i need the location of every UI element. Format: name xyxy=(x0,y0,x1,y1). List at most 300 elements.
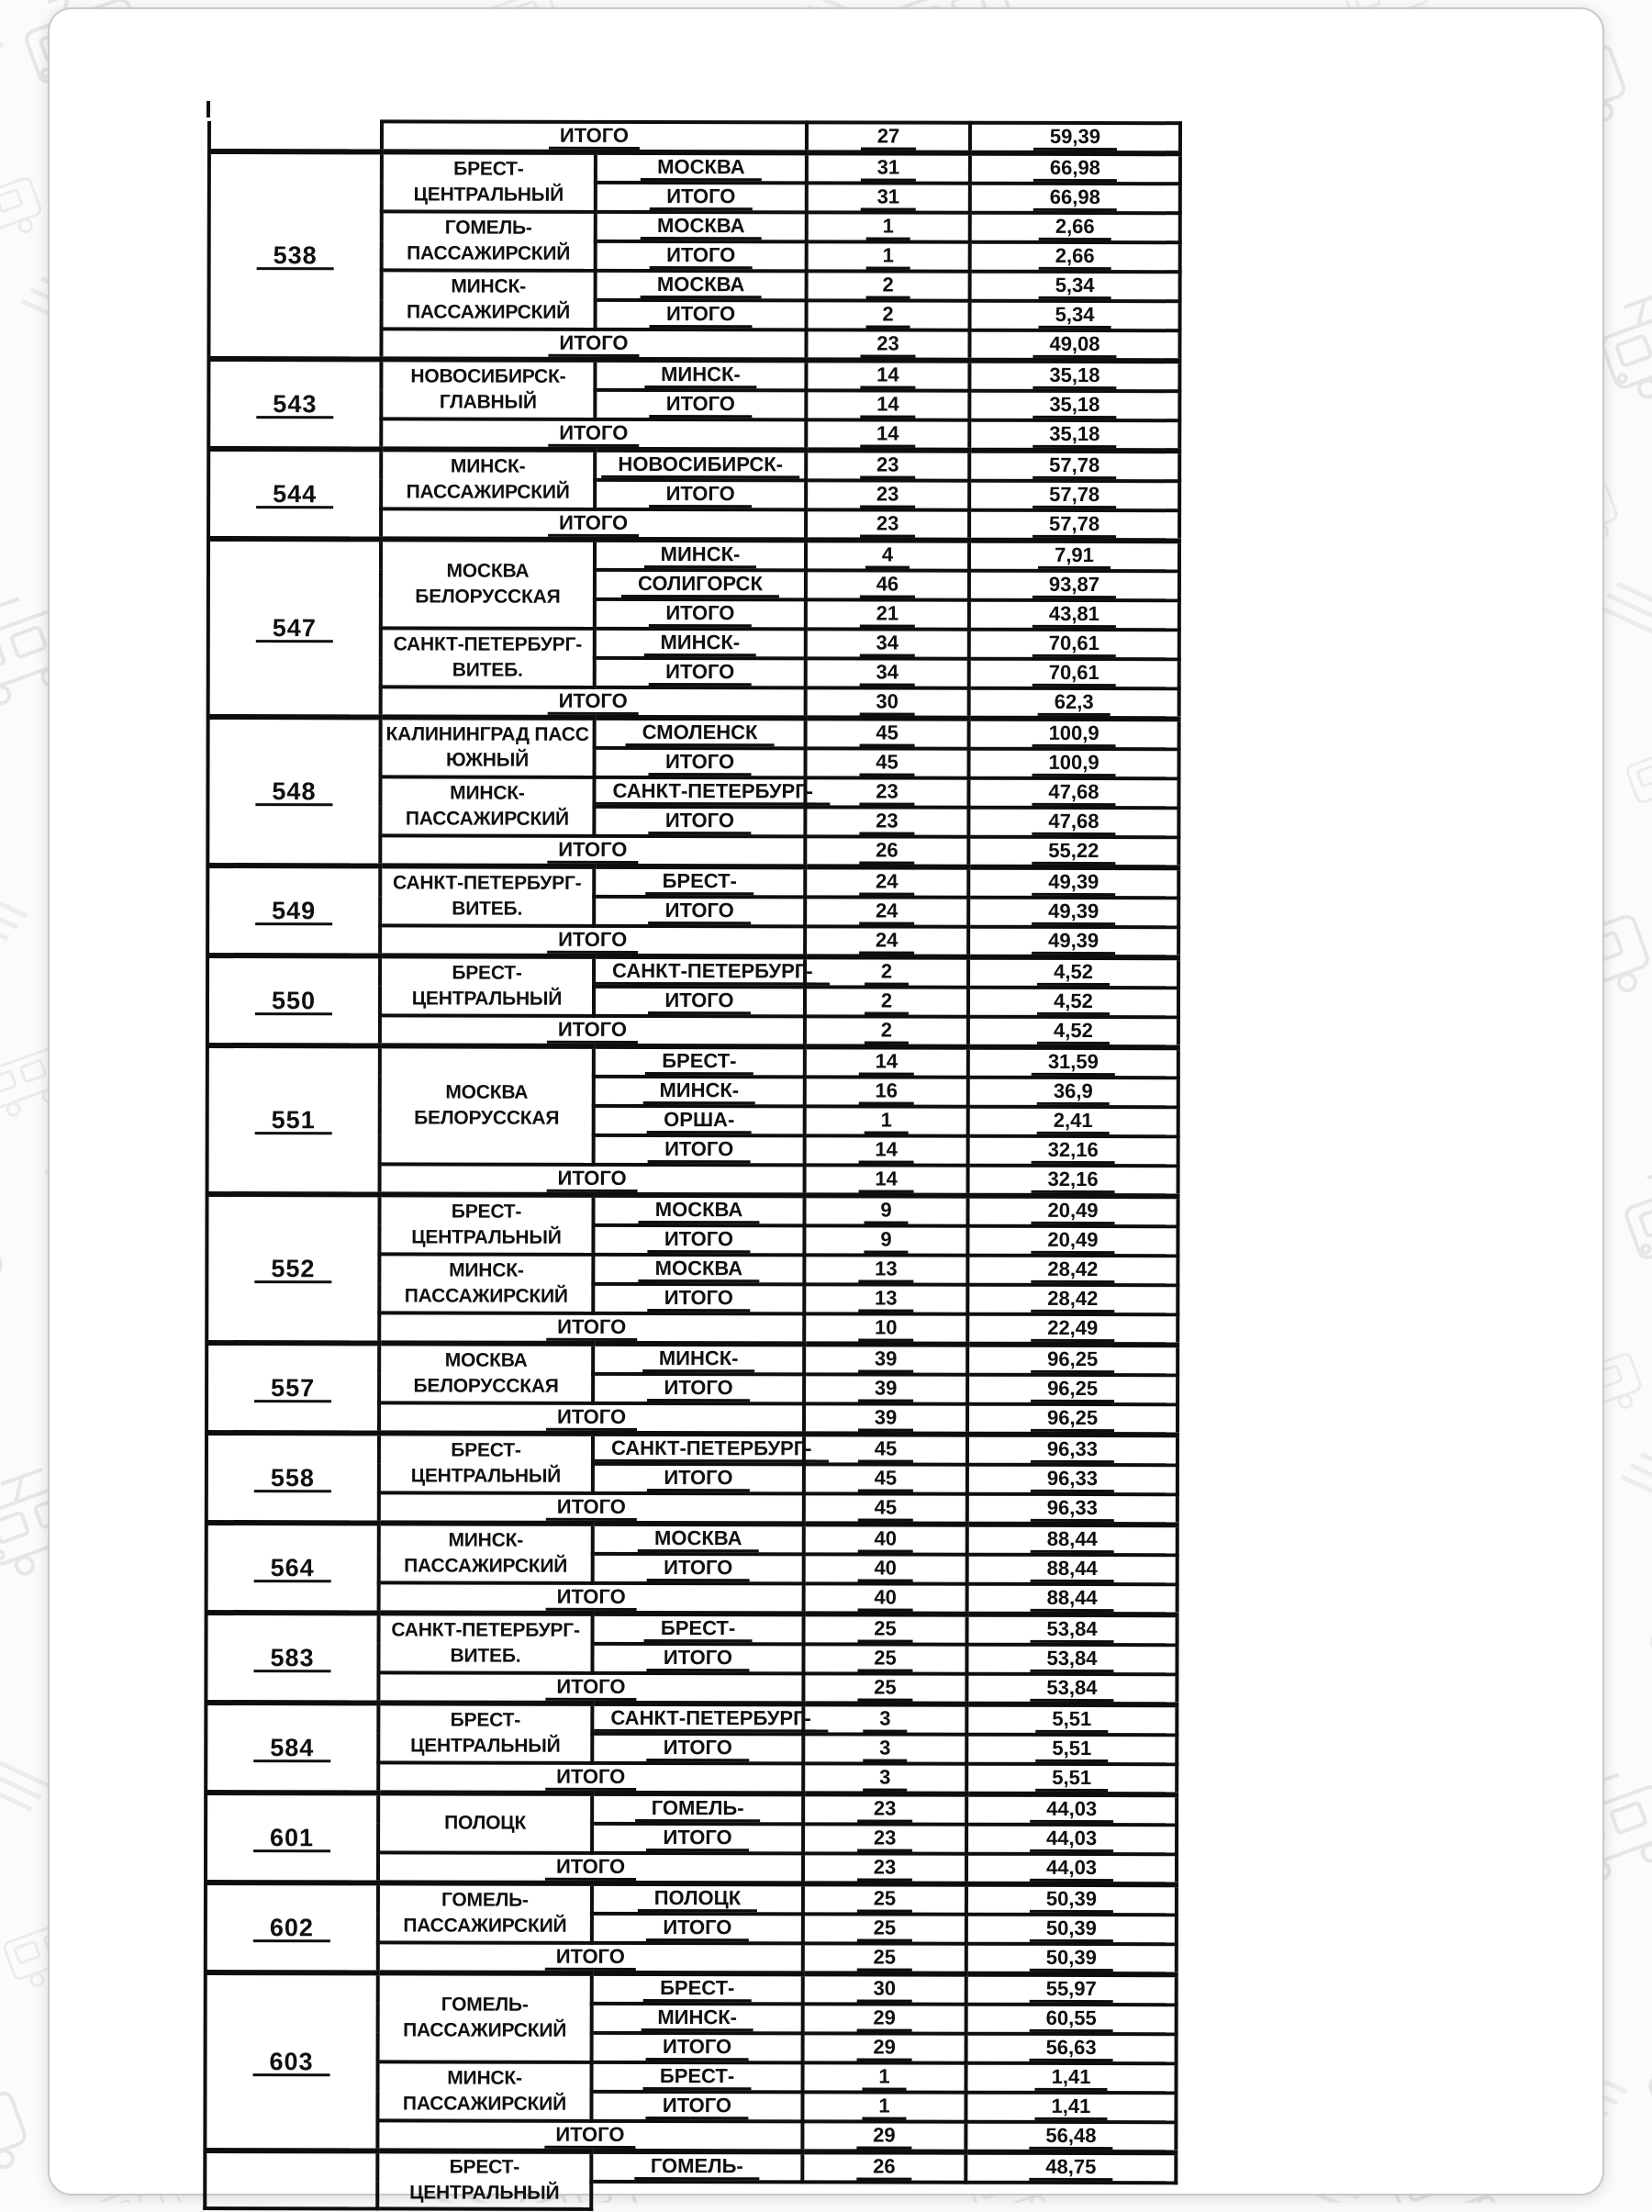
percent-cell-text: 5,51 xyxy=(1035,1708,1108,1733)
train-number-cell-text: 603 xyxy=(253,2051,330,2076)
station-cell xyxy=(379,1523,593,1582)
table-left-border-tick xyxy=(206,101,210,117)
count-cell-text: 3 xyxy=(863,1766,907,1791)
destination-cell xyxy=(592,1914,803,1943)
percent-cell-text: 4,52 xyxy=(1037,1020,1110,1045)
percent-cell xyxy=(966,1704,1177,1735)
percent-cell-text: 2,66 xyxy=(1039,216,1111,240)
table-row xyxy=(206,1613,1178,1645)
section-total-cell-text: ИТОГО xyxy=(546,1406,637,1431)
count-cell xyxy=(805,987,968,1016)
percent-cell-text: 93,87 xyxy=(1032,574,1116,598)
count-cell-text: 2 xyxy=(865,1020,909,1045)
section-total-cell xyxy=(380,1015,805,1046)
section-total-cell xyxy=(379,1492,804,1524)
count-cell xyxy=(803,1914,966,1943)
percent-cell-text: 62,3 xyxy=(1038,691,1111,716)
percent-cell xyxy=(969,571,1179,600)
count-cell xyxy=(807,300,970,330)
count-cell xyxy=(806,330,969,360)
section-total-cell-text: ИТОГО xyxy=(547,839,638,864)
percent-cell-text: 50,39 xyxy=(1030,1947,1113,1972)
section-total-cell-text: ИТОГО xyxy=(549,125,640,150)
section-total-cell xyxy=(379,1402,804,1434)
destination-cell-text: ИТОГО xyxy=(649,661,751,686)
station-name-line: ГОМЕЛЬ- xyxy=(444,217,532,239)
station-name-line: МОСКВА БЕЛОРУССКАЯ xyxy=(414,1081,560,1129)
percent-cell xyxy=(970,272,1180,301)
percent-cell xyxy=(966,2152,1176,2183)
percent-cell xyxy=(968,1107,1178,1136)
destination-cell-text: ИТОГО xyxy=(646,1916,748,1941)
table-row xyxy=(207,955,1178,988)
train-number-cell xyxy=(207,866,380,955)
count-cell xyxy=(804,1524,967,1554)
count-cell-text: 25 xyxy=(857,1916,913,1941)
destination-cell xyxy=(595,450,806,480)
count-cell xyxy=(807,183,970,212)
train-number-cell-text: 564 xyxy=(254,1558,331,1582)
count-cell-text: 27 xyxy=(861,125,917,150)
count-cell-text: 24 xyxy=(859,899,915,924)
percent-cell-text: 56,48 xyxy=(1029,2125,1112,2150)
count-cell-text: 45 xyxy=(858,1496,914,1521)
destination-cell-text: МИНСК- xyxy=(642,1347,755,1372)
station-cell xyxy=(378,1613,592,1672)
percent-cell xyxy=(966,1974,1177,2005)
station-cell xyxy=(382,211,596,270)
count-cell xyxy=(805,1016,968,1046)
station-name-line: ПАССАЖИРСКИЙ xyxy=(404,1285,568,1307)
train-number-cell-text: 547 xyxy=(256,618,333,642)
percent-cell-text: 59,39 xyxy=(1033,126,1117,151)
percent-cell xyxy=(968,988,1178,1017)
destination-cell xyxy=(596,271,807,300)
section-total-cell-text: ИТОГО xyxy=(548,512,639,537)
destination-cell xyxy=(594,777,814,807)
destination-cell-text: БРЕСТ- xyxy=(644,1617,752,1642)
destination-cell-text: СОЛИГОРСК xyxy=(621,573,779,598)
station-cell xyxy=(380,866,594,925)
count-cell xyxy=(803,2033,966,2062)
destination-cell-text: МИНСК- xyxy=(644,363,757,388)
station-name-line: ВИТЕБ. xyxy=(450,1645,521,1667)
section-total-cell-text: ИТОГО xyxy=(545,1766,636,1791)
destination-cell xyxy=(592,2033,803,2062)
destination-cell xyxy=(594,1077,805,1106)
percent-cell xyxy=(966,1674,1177,1704)
destination-cell xyxy=(596,183,807,212)
percent-cell-text: 22,49 xyxy=(1031,1317,1114,1342)
destination-cell-text: ИТОГО xyxy=(649,810,751,834)
train-number-cell-text: 543 xyxy=(256,394,333,419)
destination-cell-text: МИНСК- xyxy=(642,1079,755,1104)
destination-cell xyxy=(594,987,805,1016)
train-number-cell xyxy=(208,359,381,449)
count-cell-text: 14 xyxy=(860,393,916,418)
count-cell-text: 30 xyxy=(859,690,915,715)
percent-cell-text: 44,03 xyxy=(1030,1827,1113,1852)
station-name-line: САНКТ-ПЕТЕРБУРГ- xyxy=(391,1619,580,1641)
section-total-cell-text: ИТОГО xyxy=(547,1167,638,1192)
count-cell-text: 14 xyxy=(860,363,916,388)
count-cell xyxy=(803,1793,966,1824)
section-total-cell-text: ИТОГО xyxy=(547,929,638,954)
count-cell xyxy=(805,1077,968,1106)
destination-cell xyxy=(593,1225,804,1255)
percent-cell xyxy=(967,1314,1178,1345)
percent-cell-text: 100,9 xyxy=(1032,722,1116,747)
count-cell xyxy=(805,897,968,926)
percent-cell-text: 49,39 xyxy=(1032,900,1115,925)
percent-cell-text: 7,91 xyxy=(1038,544,1111,569)
percent-cell-text: 32,16 xyxy=(1032,1168,1115,1193)
count-cell-text: 40 xyxy=(857,1527,913,1552)
count-cell xyxy=(803,1973,966,2004)
train-number-cell xyxy=(208,151,381,359)
station-name-line: БРЕСТ-ЦЕНТРАЛЬНЫЙ xyxy=(413,158,564,206)
train-number-cell-text: 602 xyxy=(253,1917,330,1942)
section-total-cell xyxy=(379,1582,804,1614)
destination-cell xyxy=(591,2151,802,2182)
station-name-line: БРЕСТ-ЦЕНТРАЛЬНЫЙ xyxy=(411,962,563,1010)
percent-cell-text: 31,59 xyxy=(1032,1051,1115,1076)
count-cell-text: 29 xyxy=(856,2124,912,2149)
table-row xyxy=(209,151,1180,184)
percent-cell xyxy=(967,1614,1178,1645)
destination-cell-text: МИНСК- xyxy=(643,631,756,656)
count-cell xyxy=(804,1225,967,1255)
count-cell-text: 23 xyxy=(857,1827,913,1851)
train-number-cell-text: 584 xyxy=(253,1737,330,1762)
percent-cell xyxy=(968,927,1178,957)
destination-cell-text: ИТОГО xyxy=(649,751,751,776)
destination-cell xyxy=(595,480,806,509)
destination-cell xyxy=(592,1644,803,1673)
count-cell-text: 45 xyxy=(858,1467,914,1491)
count-cell xyxy=(806,480,969,509)
count-cell xyxy=(802,2182,966,2209)
count-cell-text: 34 xyxy=(859,661,915,686)
station-name-line: БРЕСТ-ЦЕНТРАЛЬНЫЙ xyxy=(411,1201,562,1248)
count-cell-text: 23 xyxy=(859,780,915,805)
count-cell-text: 23 xyxy=(860,453,916,478)
count-cell xyxy=(807,212,970,241)
count-cell xyxy=(803,1853,966,1883)
count-cell-text: 2 xyxy=(865,990,909,1015)
count-cell xyxy=(806,629,969,658)
count-cell xyxy=(804,1614,967,1644)
station-name-line: БРЕСТ-ЦЕНТРАЛЬНЫЙ xyxy=(409,2156,560,2204)
section-total-cell xyxy=(377,2120,802,2151)
station-name-line: КАЛИНИНГРАД ПАСС xyxy=(385,723,589,745)
train-number-cell-text: 549 xyxy=(255,900,332,925)
destination-cell-text: ИТОГО xyxy=(648,1287,750,1312)
station-name-line: ПАССАЖИРСКИЙ xyxy=(402,2093,567,2115)
percent-cell xyxy=(968,867,1178,898)
percent-cell xyxy=(967,1375,1178,1404)
percent-cell-text: 4,52 xyxy=(1037,990,1110,1015)
train-number-cell xyxy=(206,1523,379,1613)
count-cell-text: 39 xyxy=(858,1347,914,1372)
table-row xyxy=(209,121,1180,153)
percent-cell-text: 2,41 xyxy=(1037,1110,1110,1134)
count-cell-text: 16 xyxy=(859,1079,915,1104)
percent-cell xyxy=(968,778,1178,808)
percent-cell xyxy=(970,153,1180,184)
percent-cell-text: 44,03 xyxy=(1030,1857,1113,1882)
percent-cell-text: 70,61 xyxy=(1032,632,1116,657)
count-cell-text: 23 xyxy=(857,1797,913,1822)
percent-cell xyxy=(966,1825,1177,1854)
train-number-cell xyxy=(206,1882,378,1972)
table-row xyxy=(208,359,1179,391)
station-name-line: МИНСК- xyxy=(447,2067,522,2089)
count-cell-text: 39 xyxy=(858,1406,914,1431)
station-cell xyxy=(380,955,594,1015)
section-total-cell xyxy=(381,329,806,360)
count-cell xyxy=(806,658,969,687)
section-total-cell xyxy=(381,687,806,718)
percent-cell xyxy=(969,659,1179,688)
percent-cell xyxy=(970,123,1180,153)
train-number-cell-text: 544 xyxy=(256,484,333,508)
percent-cell xyxy=(969,330,1179,361)
percent-cell xyxy=(966,2005,1177,2034)
percent-cell xyxy=(969,391,1179,420)
count-cell-text: 31 xyxy=(861,185,917,210)
count-cell xyxy=(805,807,968,836)
destination-cell xyxy=(593,1195,804,1225)
percent-cell-text: 36,9 xyxy=(1037,1080,1110,1105)
percent-cell-text: 53,84 xyxy=(1031,1618,1114,1643)
percent-cell xyxy=(966,1794,1177,1825)
percent-cell-text: 5,51 xyxy=(1035,1767,1108,1792)
destination-cell xyxy=(595,629,806,658)
count-cell xyxy=(805,1106,968,1135)
station-name-line: ГОМЕЛЬ- xyxy=(441,1889,529,1911)
train-number-cell-text: 538 xyxy=(257,245,334,270)
percent-cell xyxy=(969,510,1179,541)
count-cell-text: 25 xyxy=(857,1617,913,1642)
percent-cell-text: 57,78 xyxy=(1032,484,1116,508)
destination-cell xyxy=(593,1374,804,1403)
station-name-line: ПАССАЖИРСКИЙ xyxy=(407,301,571,323)
count-cell xyxy=(806,599,969,629)
destination-cell xyxy=(593,1524,804,1554)
percent-cell xyxy=(969,361,1179,391)
percent-cell xyxy=(967,1226,1178,1256)
percent-cell-text: 5,34 xyxy=(1039,274,1111,299)
destination-cell xyxy=(594,807,805,836)
section-total-cell xyxy=(378,1762,803,1793)
train-number-cell-text: 558 xyxy=(254,1468,331,1492)
destination-cell xyxy=(594,1046,805,1077)
percent-cell xyxy=(968,837,1178,867)
destination-cell xyxy=(592,1704,811,1734)
train-number-cell xyxy=(209,121,382,151)
count-cell-text: 45 xyxy=(859,751,915,776)
section-total-cell xyxy=(378,1672,803,1704)
station-cell xyxy=(382,270,596,329)
table-row xyxy=(206,1793,1177,1825)
count-cell-text: 45 xyxy=(859,721,915,746)
percent-cell xyxy=(966,2063,1177,2093)
percent-cell-text: 96,25 xyxy=(1031,1378,1114,1402)
train-number-cell xyxy=(207,1045,380,1194)
percent-cell-text: 49,08 xyxy=(1032,333,1116,358)
destination-cell-text: МОСКВА xyxy=(639,1199,759,1223)
station-cell xyxy=(382,151,596,211)
count-cell xyxy=(803,1734,966,1763)
station-name-line: НОВОСИБИРСК- xyxy=(410,365,566,387)
destination-cell-text: ИТОГО xyxy=(647,1647,749,1671)
train-number-cell xyxy=(206,1433,379,1523)
count-cell xyxy=(803,1824,966,1853)
destination-cell xyxy=(594,1135,805,1165)
percent-cell-text: 66,98 xyxy=(1033,157,1117,182)
destination-cell-text: САНКТ-ПЕТЕРБУРГ- xyxy=(594,1707,828,1733)
count-cell-text: 1 xyxy=(866,216,910,240)
section-total-cell-text: ИТОГО xyxy=(548,332,639,357)
percent-cell xyxy=(970,213,1180,242)
station-name-line: МИНСК- xyxy=(451,275,526,297)
station-name-line: ЮЖНЫЙ xyxy=(446,749,530,771)
percent-cell xyxy=(966,1764,1177,1794)
percent-cell-text: 44,03 xyxy=(1030,1798,1113,1823)
percent-cell-text: 1,41 xyxy=(1035,2066,1108,2091)
destination-cell xyxy=(593,1464,804,1493)
station-name-line: ВИТЕБ. xyxy=(452,659,523,681)
percent-cell-text: 88,44 xyxy=(1031,1528,1114,1553)
percent-cell-text: 55,97 xyxy=(1030,1978,1113,2003)
count-cell xyxy=(804,1284,967,1313)
station-cell xyxy=(377,2151,591,2208)
destination-cell-text: ИТОГО xyxy=(650,303,752,328)
count-cell-text: 30 xyxy=(856,1977,912,2002)
destination-cell-text: БРЕСТ- xyxy=(643,1977,751,2002)
destination-cell xyxy=(593,1344,804,1374)
percent-cell xyxy=(966,1944,1177,1974)
destination-cell xyxy=(593,1554,804,1583)
count-cell xyxy=(802,2092,966,2121)
destination-cell-text: МИНСК- xyxy=(641,2006,753,2031)
station-cell xyxy=(379,1194,593,1254)
destination-cell xyxy=(596,152,807,183)
count-cell-text: 26 xyxy=(856,2155,912,2180)
count-cell-text: 39 xyxy=(858,1377,914,1402)
percent-cell xyxy=(967,1345,1178,1375)
section-total-cell-text: ИТОГО xyxy=(545,1946,636,1971)
destination-cell xyxy=(595,599,806,629)
count-cell-text: 14 xyxy=(858,1138,914,1163)
destination-cell xyxy=(595,540,806,570)
count-cell-text: 23 xyxy=(860,512,916,537)
percent-cell xyxy=(966,2093,1176,2122)
percent-cell xyxy=(969,481,1179,510)
station-cell xyxy=(378,1972,592,2061)
percent-cell xyxy=(970,301,1180,330)
section-total-cell-text: ИТОГО xyxy=(546,1496,637,1521)
section-total-cell-text: ИТОГО xyxy=(546,1586,637,1611)
station-name-line: САНКТ-ПЕТЕРБУРГ- xyxy=(393,633,583,655)
document-page xyxy=(48,7,1604,2204)
count-cell xyxy=(804,1464,967,1493)
count-cell-text: 31 xyxy=(861,156,917,181)
destination-cell-text: СМОЛЕНСК xyxy=(626,721,775,746)
count-cell-text: 14 xyxy=(859,1050,915,1075)
percent-cell xyxy=(968,1136,1178,1166)
train-number-cell xyxy=(206,1793,378,1882)
section-total-cell xyxy=(379,1313,804,1344)
table-row xyxy=(207,866,1178,898)
station-cell xyxy=(381,717,595,776)
destination-cell xyxy=(594,866,805,897)
percent-cell xyxy=(967,1494,1178,1525)
percent-cell-text: 47,68 xyxy=(1032,810,1115,835)
percent-cell xyxy=(968,1078,1178,1107)
section-total-cell-text: ИТОГО xyxy=(547,1019,638,1044)
destination-cell xyxy=(592,1793,803,1824)
table-row xyxy=(206,1882,1177,1915)
table-row xyxy=(206,1433,1178,1465)
percent-cell xyxy=(970,184,1180,213)
station-cell xyxy=(380,1045,594,1164)
percent-cell-text: 1,41 xyxy=(1035,2095,1108,2120)
station-cell xyxy=(380,776,594,835)
destination-cell xyxy=(595,570,806,599)
train-number-cell-text: 551 xyxy=(255,1110,332,1134)
section-total-cell-text: ИТОГО xyxy=(546,1316,637,1341)
percent-cell xyxy=(967,1256,1178,1285)
count-cell-text: 13 xyxy=(858,1257,914,1282)
section-total-cell xyxy=(380,925,805,956)
destination-cell xyxy=(592,1734,803,1763)
percent-cell xyxy=(969,541,1179,571)
percent-cell-text: 53,84 xyxy=(1030,1648,1113,1672)
station-name-line: ГОМЕЛЬ- xyxy=(441,1994,529,2016)
percent-cell-text: 57,78 xyxy=(1032,513,1116,538)
count-cell-text: 13 xyxy=(858,1287,914,1312)
percent-cell xyxy=(969,719,1179,749)
train-number-cell-text: 548 xyxy=(255,781,332,806)
destination-cell-text: МОСКВА xyxy=(641,156,761,181)
percent-cell-text: 28,42 xyxy=(1031,1288,1114,1313)
destination-cell-text: ИТОГО xyxy=(647,1827,749,1851)
train-number-cell xyxy=(208,539,381,717)
percent-cell xyxy=(967,1196,1178,1226)
count-cell xyxy=(804,1374,967,1403)
count-cell-text: 24 xyxy=(859,929,915,954)
count-cell-text: 34 xyxy=(860,631,916,656)
destination-cell-text: МОСКВА xyxy=(639,1257,759,1282)
count-cell-text: 25 xyxy=(857,1647,913,1671)
destination-cell-text: ИТОГО xyxy=(648,1228,750,1253)
station-name-line: САНКТ-ПЕТЕРБУРГ- xyxy=(393,872,582,894)
count-cell xyxy=(803,1943,966,1973)
percent-cell-text: 4,52 xyxy=(1037,961,1110,986)
count-cell-text: 29 xyxy=(856,2036,912,2061)
table-row xyxy=(206,1972,1177,2005)
train-number-cell-text: 557 xyxy=(254,1378,331,1402)
count-cell xyxy=(803,2062,966,2092)
destination-cell xyxy=(593,1614,804,1644)
destination-cell xyxy=(596,241,807,271)
destination-cell-text: ИТОГО xyxy=(648,1377,750,1402)
train-number-cell xyxy=(206,1343,379,1433)
destination-cell-text: ПОЛОЦК xyxy=(638,1887,757,1912)
destination-cell-text: ИТОГО xyxy=(647,1557,749,1581)
